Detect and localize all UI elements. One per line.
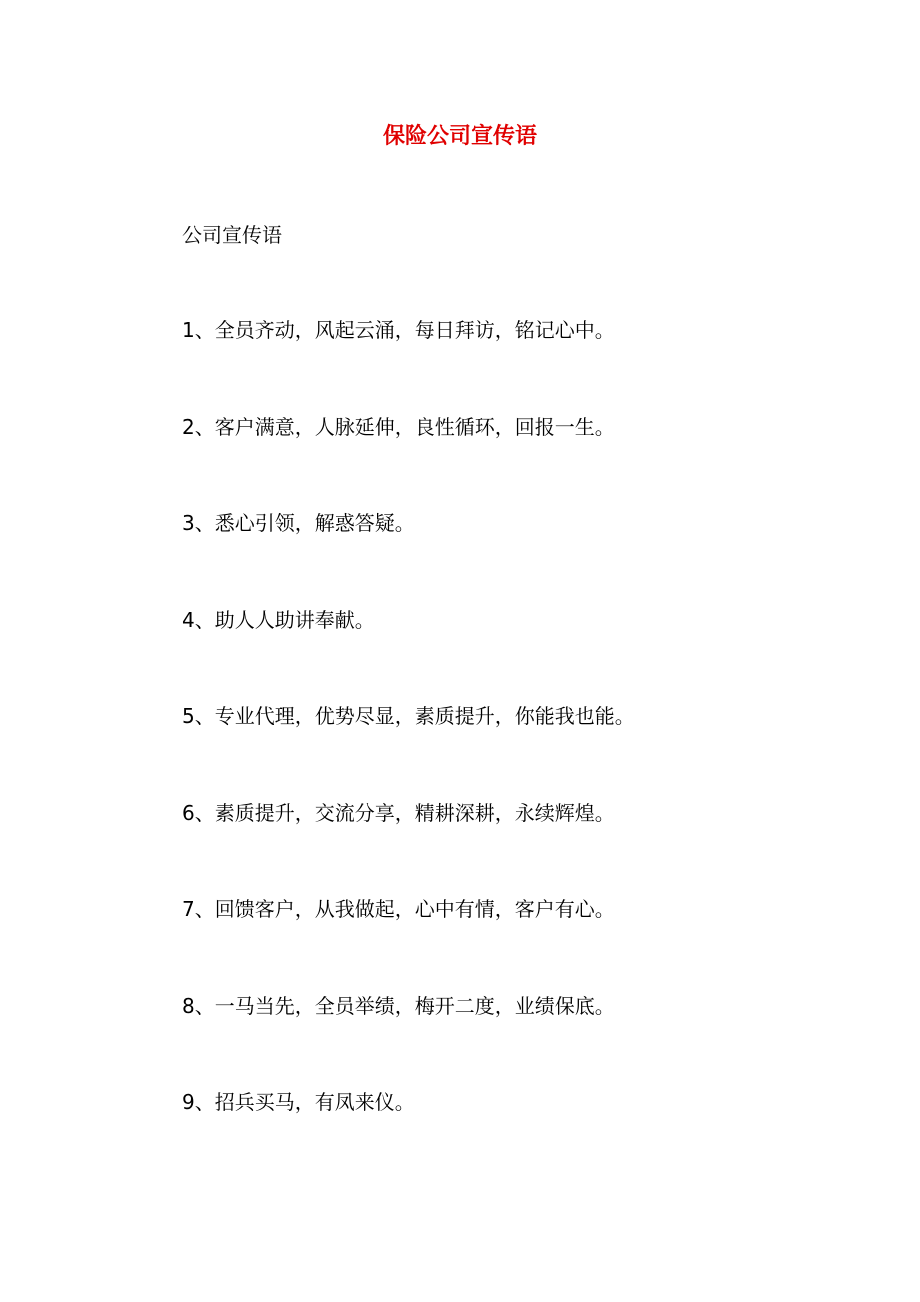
slogan-item-4: 4、助人人助讲奉献。 — [182, 607, 375, 632]
document-title: 保险公司宣传语 — [382, 124, 537, 149]
slogan-item-8: 8、一马当先，全员举绩，梅开二度，业绩保底。 — [182, 993, 615, 1018]
slogan-list — [182, 315, 635, 1184]
slogan-item-2: 2、客户满意，人脉延伸，良性循环，回报一生。 — [182, 414, 615, 439]
slogan-item-7: 7、回馈客户，从我做起，心中有情，客户有心。 — [182, 897, 615, 921]
slogan-item-3: 3、悉心引领，解惑答疑。 — [182, 511, 415, 535]
section-heading: 公司宣传语 — [182, 223, 282, 247]
slogan-item-9: 9、招兵买马，有凤来仪。 — [182, 1090, 415, 1114]
slogan-item-5: 5、专业代理，优势尽显，素质提升，你能我也能。 — [182, 704, 635, 728]
slogan-item-1: 1、全员齐动，风起云涌，每日拜访，铭记心中。 — [182, 318, 615, 342]
slogan-item-6: 6、素质提升，交流分享，精耕深耕，永续辉煌。 — [182, 800, 615, 825]
